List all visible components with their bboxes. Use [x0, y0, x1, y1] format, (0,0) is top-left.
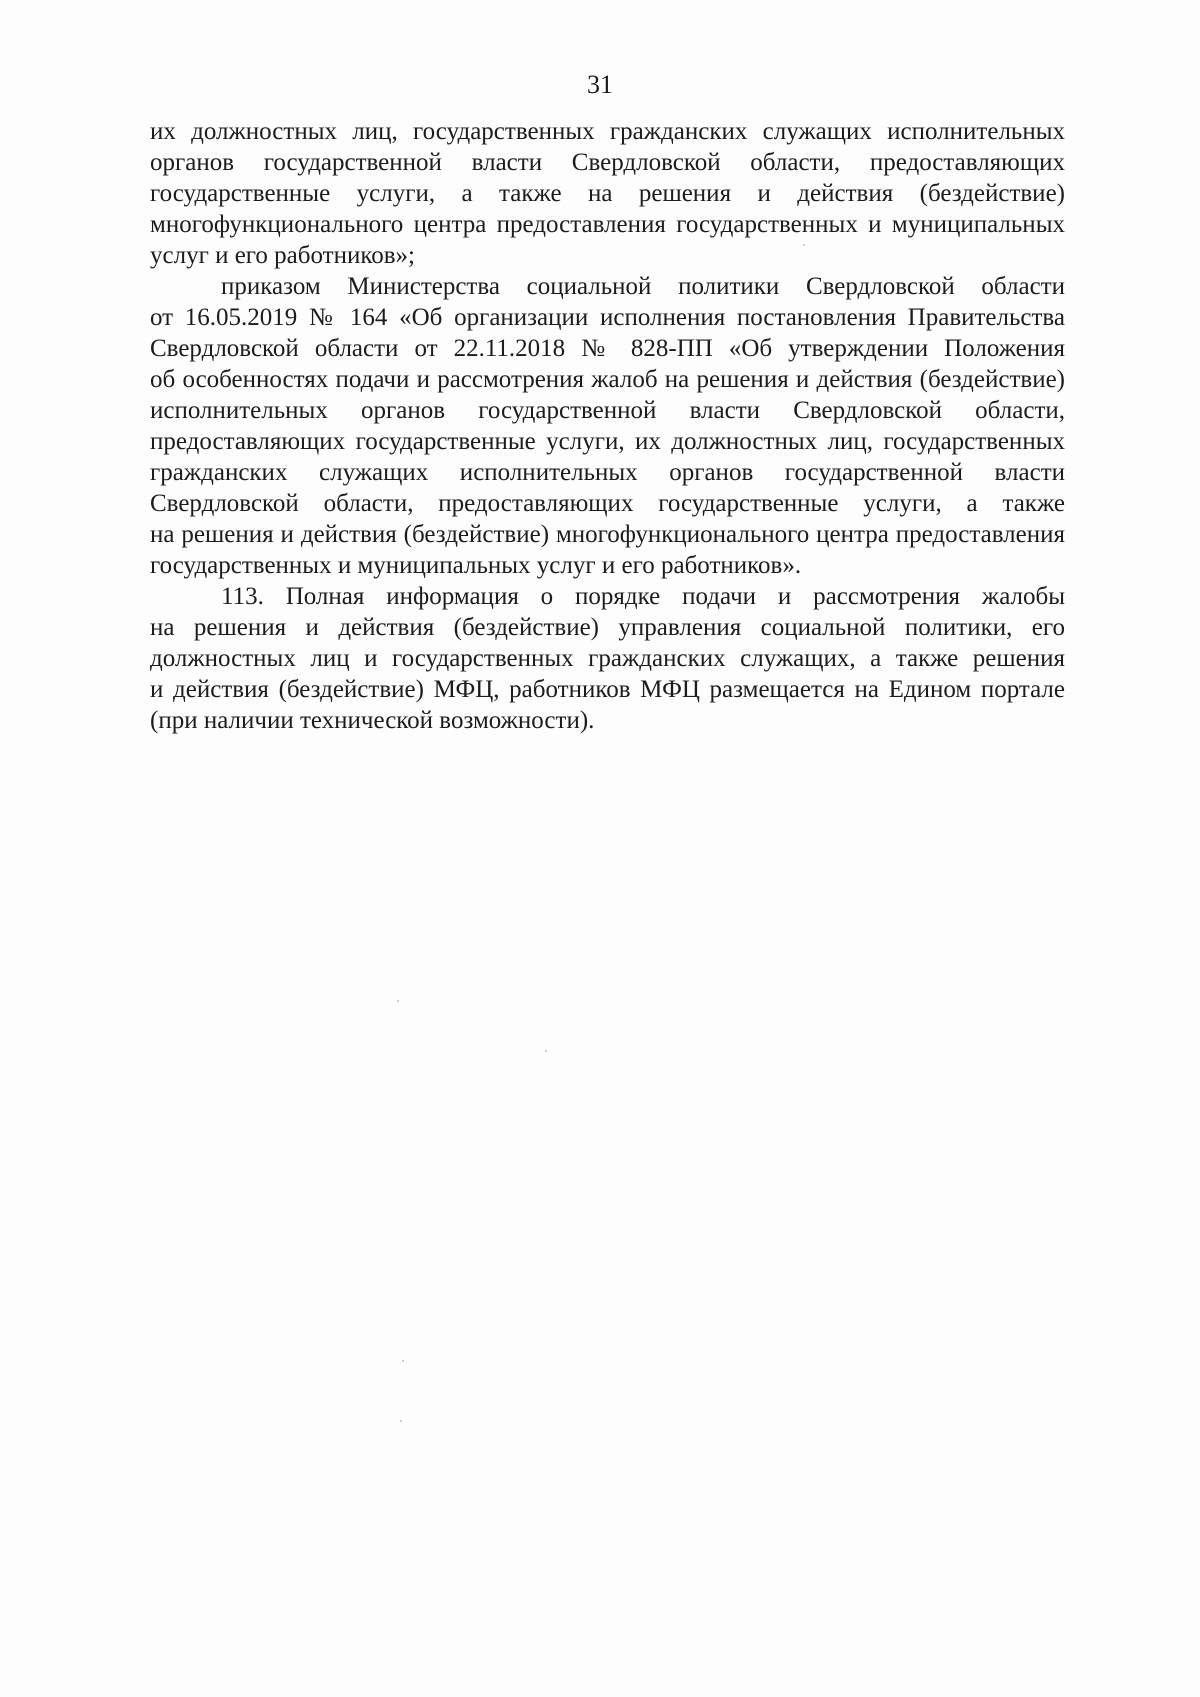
scan-speck: [402, 1360, 404, 1362]
text-line: государственных и муниципальных услуг и его работников».: [150, 552, 802, 579]
text-line: об особенностях подачи и рассмотрения жалоб на решения и действия (бездействие): [150, 366, 1065, 393]
text-line: на решения и действия (бездействие) управления социальной политики, его: [150, 614, 1065, 641]
text-line: гражданских служащих исполнительных органов государственной власти: [150, 459, 1065, 486]
text-line: Свердловской области, предоставляющих государственные услуги, а также: [150, 490, 1065, 517]
text-line: Свердловской области от 22.11.2018 № 828-ПП «Об утверждении Положения: [150, 335, 1065, 362]
paragraph-item-113: [150, 581, 1065, 736]
text-line: многофункционального центра предоставления государственных и муниципальных: [150, 211, 1065, 238]
text-line: на решения и действия (бездействие) многофункционального центра предоставления: [150, 521, 1065, 548]
scan-speck: [397, 1000, 399, 1002]
text-line: (при наличии технической возможности).: [150, 707, 595, 734]
text-line: 113. Полная информация о порядке подачи и рассмотрения жалобы: [221, 583, 1065, 610]
text-line: приказом Министерства социальной политики Свердловской области: [221, 273, 1065, 300]
text-line: их должностных лиц, государственных гражданских служащих исполнительных: [150, 118, 1065, 145]
scan-speck: [545, 1050, 547, 1052]
paragraph-order-reference: [150, 271, 1065, 581]
text-line: услуг и его работников»;: [150, 242, 415, 269]
scan-speck: [400, 1420, 402, 1422]
text-line: предоставляющих государственные услуги, их должностных лиц, государственных: [150, 428, 1065, 455]
body-text: [150, 116, 1065, 736]
text-line: исполнительных органов государственной власти Свердловской области,: [150, 397, 1065, 424]
text-line: и действия (бездействие) МФЦ, работников МФЦ размещается на Едином портале: [150, 676, 1065, 703]
paragraph-continuation: [150, 116, 1065, 271]
text-line: органов государственной власти Свердловской области, предоставляющих: [150, 149, 1065, 176]
text-line: государственные услуги, а также на решения и действия (бездействие): [150, 180, 1065, 207]
scan-speck: [803, 244, 805, 246]
page-number: 31: [587, 70, 613, 99]
text-line: должностных лиц и государственных гражданских служащих, а также решения: [150, 645, 1065, 672]
text-line: от 16.05.2019 № 164 «Об организации исполнения постановления Правительства: [150, 304, 1065, 331]
